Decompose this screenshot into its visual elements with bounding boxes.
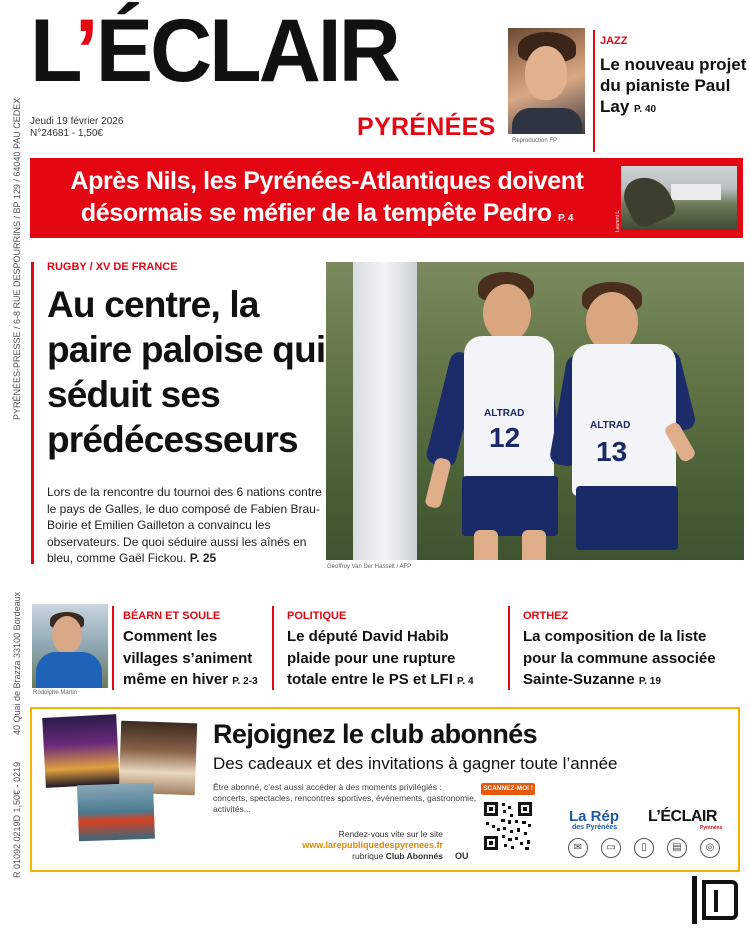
club-cta-rubrique: [300, 851, 443, 861]
issue-number: N°24681 - 1,50€: [30, 128, 103, 139]
teaser-headline[interactable]: [600, 54, 748, 120]
club-rubrique-prefix: rubrique: [352, 851, 384, 861]
brand-eclair-sub: Pyrénées: [700, 825, 723, 831]
brand-eclair: L’ÉCLAIR: [648, 808, 717, 825]
main-page: P. 25: [189, 551, 217, 566]
col3-rule: [508, 606, 510, 690]
col2-kicker: POLITIQUE: [287, 610, 347, 622]
col1-headline-text: Comment les villages s’animent même en hiver: [123, 628, 253, 688]
newspaper-icon: ▤: [667, 838, 687, 858]
rugby-photo[interactable]: [326, 262, 744, 560]
barcode-code: R 01092 0219D 1,50€ - 0219: [12, 761, 22, 878]
main-body: [47, 484, 322, 567]
club-rubrique-name: Club Abonnés: [385, 851, 443, 861]
phone-icon: ▯: [634, 838, 654, 858]
col1-page: P. 2-3: [232, 676, 258, 687]
col2-headline[interactable]: [287, 626, 495, 693]
masthead-edition: PYRÉNÉES: [357, 113, 496, 141]
radio-icon: ▭: [601, 838, 621, 858]
col3-headline-text: La composition de la liste pour la commune associée Sainte-Suzanne: [523, 628, 716, 688]
club-subtitle: Des cadeaux et des invitations à gagner toute l’année: [213, 754, 618, 773]
club-url-link[interactable]: www.larepubliquedespyrenees.fr: [302, 840, 443, 850]
rafting-photo: [77, 783, 155, 842]
village-photo-credit: Rodolphe Martin: [33, 690, 78, 696]
pianist-photo-credit: Reproduction FP: [512, 138, 558, 144]
teaser-page: P. 40: [634, 104, 657, 115]
banner-headline[interactable]: [42, 165, 612, 235]
teaser-headline-text: Le nouveau projet du pianiste Paul Lay: [600, 55, 747, 116]
col3-page: P. 19: [638, 676, 661, 687]
col1-headline[interactable]: [123, 626, 265, 693]
col1-rule: [112, 606, 114, 690]
banner-page: P. 4: [558, 213, 574, 224]
main-kicker: RUGBY / XV DE FRANCE: [47, 261, 178, 273]
masthead-apostrophe: ’: [74, 1, 96, 101]
globe-icon: ◎: [700, 838, 720, 858]
printer-address: 40 Quai de Brazza 33100 Bordeaux: [12, 591, 22, 735]
storm-photo[interactable]: [621, 166, 737, 230]
club-title: Rejoignez le club abonnés: [213, 719, 538, 749]
issue-date: Jeudi 19 février 2026: [30, 116, 124, 127]
pianist-photo[interactable]: [508, 28, 585, 134]
col3-kicker: ORTHEZ: [523, 610, 569, 622]
club-description: Être abonné, c’est aussi accéder à des moments privilégiés : concerts, spectacles, rencontres sportives, événements, gastronomie, activités...: [213, 782, 477, 814]
col2-headline-text: Le député David Habib plaide pour une rupture totale entre le PS et LFI: [287, 628, 456, 688]
barcode-mark-icon: [690, 874, 742, 926]
storm-photo-credit: Laurent L.: [615, 209, 621, 232]
brand-la-rep: La Rép: [569, 808, 620, 825]
village-photo[interactable]: [32, 604, 108, 688]
main-body-text: Lors de la rencontre du tournoi des 6 nations contre le pays de Galles, le duo composé de Fabien Brau-Boirie et Emilien Gailleton a convaincu les observateurs. De quoi séduire aussi les aînés en bleu, comme Gaël Fickou.: [47, 485, 322, 566]
publisher-address: PYRÉNÉES-PRESSE / 6-8 RUE DESPOURRINS / BP 129 / 64040 PAU CEDEX: [12, 97, 22, 420]
col3-headline[interactable]: [523, 626, 738, 693]
banner-headline-text: Après Nils, les Pyrénées-Atlantiques doivent désormais se méfier de la tempête Pedro: [70, 167, 584, 227]
club-cta-line: Rendez-vous vite sur le site: [338, 829, 443, 839]
teaser-rule: [593, 30, 595, 152]
mail-icon: ✉: [568, 838, 588, 858]
teaser-kicker: JAZZ: [600, 35, 628, 47]
col2-rule: [272, 606, 274, 690]
player2-sponsor: ALTRAD: [590, 420, 631, 431]
player1-sponsor: ALTRAD: [484, 408, 525, 419]
scan-label: SCANNEZ-MOI !: [481, 783, 535, 795]
main-story-rule: [31, 262, 34, 564]
masthead-logo: [30, 1, 398, 101]
main-headline[interactable]: Au centre, la paire paloise qui séduit ses prédécesseurs: [47, 284, 326, 460]
masthead-letter: L: [30, 1, 75, 101]
qr-code-icon[interactable]: [482, 800, 534, 852]
col1-kicker: BÉARN ET SOULE: [123, 610, 221, 622]
masthead-title: ÉCLAIR: [95, 1, 398, 101]
club-or-label: OU: [455, 851, 469, 861]
brand-la-rep-sub: des Pyrénées: [572, 824, 618, 831]
col2-page: P. 4: [457, 676, 474, 687]
player1-number: 12: [489, 422, 521, 453]
player2-number: 13: [596, 436, 628, 467]
rugby-photo-credit: Geoffroy Van Der Hasselt / AFP: [327, 564, 412, 570]
concert-photo: [42, 714, 120, 788]
